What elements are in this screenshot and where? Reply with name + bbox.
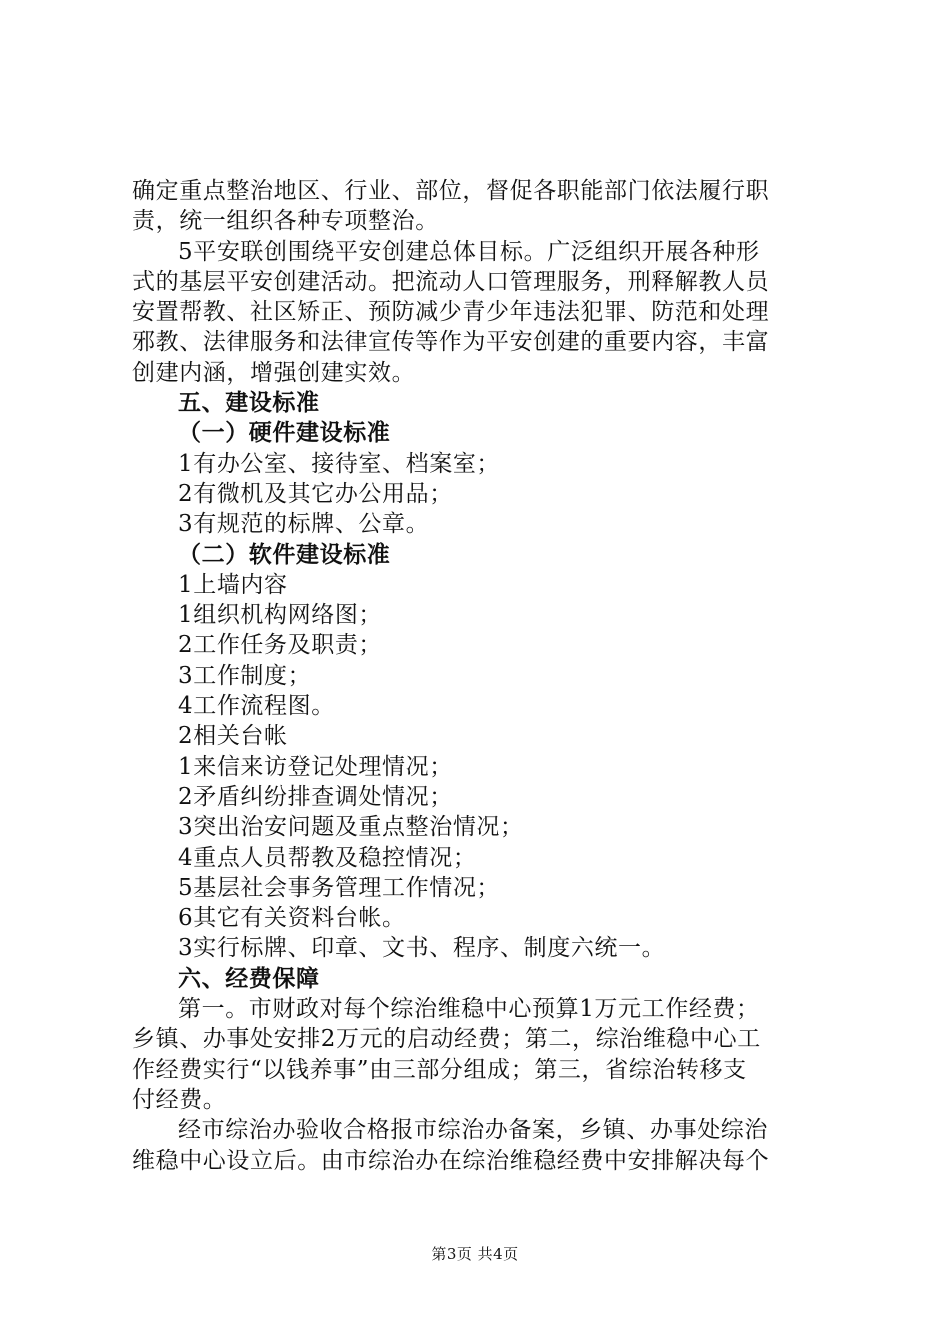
text-line: 乡镇、办事处安排2万元的启动经费；第二，综治维稳中心工 xyxy=(132,1026,761,1053)
section-heading: （二）软件建设标准 xyxy=(178,540,391,568)
text-line: 确定重点整治地区、行业、部位，督促各职能部门依法履行职 xyxy=(132,178,770,204)
text-line: 安置帮教、社区矫正、预防减少青少年违法犯罪、防范和处理 xyxy=(132,299,770,326)
text-line: 6其它有关资料台帐。 xyxy=(178,905,406,932)
text-line: 维稳中心设立后。由市综治办在综治维稳经费中安排解决每个 xyxy=(132,1147,770,1174)
text-line: 经市综治办验收合格报市综治办备案，乡镇、办事处综治 xyxy=(178,1117,768,1144)
text-line: 责，统一组织各种专项整治。 xyxy=(132,208,439,235)
page-footer: 第3页 共4页 xyxy=(431,1245,519,1263)
text-line: 3工作制度； xyxy=(178,662,312,689)
text-line: 5平安联创围绕平安创建总体目标。广泛组织开展各种形 xyxy=(178,238,760,265)
text-line: 4重点人员帮教及稳控情况； xyxy=(178,844,477,871)
section-heading: （一）硬件建设标准 xyxy=(178,419,391,447)
text-line: 5基层社会事务管理工作情况； xyxy=(178,874,501,901)
text-line: 1有办公室、接待室、档案室； xyxy=(178,450,501,477)
text-line: 式的基层平安创建活动。把流动人口管理服务，刑释解教人员 xyxy=(132,268,770,295)
text-line: 2矛盾纠纷排查调处情况； xyxy=(178,783,453,810)
text-line: 2有微机及其它办公用品； xyxy=(178,480,453,507)
text-line: 第一。市财政对每个综治维稳中心预算1万元工作经费； xyxy=(178,996,760,1023)
text-line: 3有规范的标牌、公章。 xyxy=(178,511,430,538)
section-heading: 五、建设标准 xyxy=(178,389,320,417)
text-line: 1上墙内容 xyxy=(178,571,288,598)
text-line: 1来信来访登记处理情况； xyxy=(178,753,453,780)
document-body xyxy=(132,176,832,1176)
text-line: 1组织机构网络图； xyxy=(178,602,383,629)
text-line: 2相关台帐 xyxy=(178,723,288,750)
text-line: 创建内涵，增强创建实效。 xyxy=(132,359,416,386)
text-line: 付经费。 xyxy=(132,1086,227,1113)
text-line: 4工作流程图。 xyxy=(178,693,335,720)
text-line: 3实行标牌、印章、文书、程序、制度六统一。 xyxy=(178,935,666,962)
section-heading: 六、经费保障 xyxy=(178,964,320,992)
text-line: 3突出治安问题及重点整治情况； xyxy=(178,814,524,841)
text-line: 作经费实行“以钱养事”由三部分组成；第三，省综治转移支 xyxy=(132,1056,747,1083)
text-line: 邪教、法律服务和法律宣传等作为平安创建的重要内容，丰富 xyxy=(132,329,770,356)
text-line: 2工作任务及职责； xyxy=(178,632,383,659)
